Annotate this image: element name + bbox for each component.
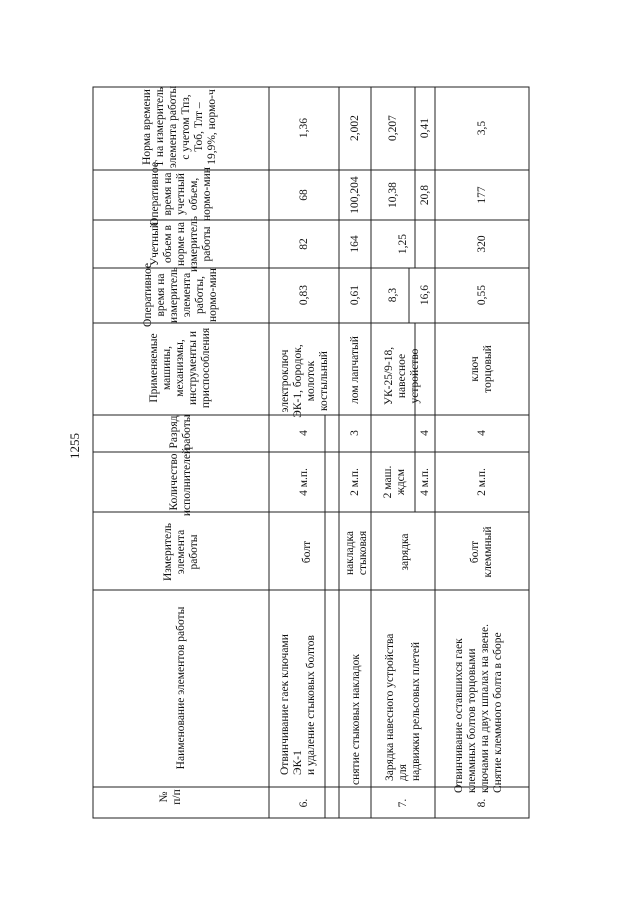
row-8-workers: 2 м.п. (475, 468, 488, 496)
row-7-norm-b: 0,41 (418, 117, 431, 139)
row-7-op-volume-a: 10,38 (386, 182, 399, 208)
row-6-machines-a: электроключ ЭК-1, бородок, молоток костыльный (279, 344, 330, 418)
row-7-machines: УК-25/9-18, навесное устройство (382, 346, 421, 406)
row-8-op-time: 0,55 (475, 284, 488, 306)
row-8-num: 8. (475, 798, 488, 808)
row-7-op-time-a: 8,3 (386, 287, 399, 303)
row-6-meter-b: накладка стыковая (344, 530, 369, 576)
row-6-name-b: снятие стыковых накладок (349, 654, 362, 785)
row-6-op-volume-a: 68 (297, 189, 310, 201)
row-7-grade-a (383, 421, 403, 445)
row-6-op-time-b: 0,61 (348, 284, 361, 306)
header-meter: Измеритель элемента работы (161, 522, 200, 582)
row-6-machines-b: лом лапчатый (348, 336, 361, 404)
row-6-op-volume-b: 100,204 (348, 176, 361, 214)
header-num: № п/п (158, 789, 183, 805)
row-6-norm-a: 1,36 (297, 117, 310, 139)
header-workers: Количество исполнителей (168, 447, 193, 517)
row-6-workers-a: 4 м.п. (297, 468, 310, 496)
header-grade: Разряд работы (168, 414, 193, 450)
row-7-op-time-b: 16,6 (418, 284, 431, 306)
row-7-op-volume-b: 20,8 (418, 184, 431, 206)
row-7-volume: 1,25 (396, 233, 409, 255)
header-op-volume: Оперативное время на учетный объем, нормо-мин (148, 162, 213, 226)
header-op-time: Оперативное время на измеритель элемента работы, нормо-мин (142, 263, 219, 327)
row-6-name-a: Отвинчивание гаек ключами ЭК-1 и удаление стыковых болтов (278, 634, 317, 775)
row-6-num: 6. (297, 798, 310, 808)
row-8-name: Отвинчивание оставшихся гаек клеммных болтов торцовыми ключами на двух шпалах на звене. Снятие клеммного болта в сборе (453, 623, 504, 793)
header-name: Наименование элементов работы (174, 606, 187, 770)
row-7-meter: зарядка (398, 533, 411, 571)
row-6-grade-b: 3 (348, 430, 361, 436)
row-8-norm: 3,5 (475, 120, 488, 136)
row-6-volume-b: 164 (348, 235, 361, 253)
row-8-machines: ключ торцовый (469, 345, 494, 393)
row-6-workers-b: 2 м.п. (348, 468, 361, 496)
row-6-meter-a: болт (300, 540, 313, 564)
row-6-norm-b: 2,002 (348, 115, 361, 141)
page-number: 1255 (67, 433, 82, 459)
row-6-volume-a: 82 (297, 238, 310, 250)
header-volume: Учетный объем в норме на измеритель работы (148, 216, 213, 272)
row-8-grade: 4 (475, 430, 488, 436)
row-7-grade-b: 4 (418, 430, 431, 436)
row-6-grade-a: 4 (297, 430, 310, 436)
row-8-op-volume: 177 (475, 186, 488, 204)
row-7-norm-a: 0,207 (386, 115, 399, 141)
row-6-op-time-a: 0,83 (297, 284, 310, 306)
header-machines: Применяемые машины, механизмы, инструменты и приспособления (147, 327, 212, 409)
row-7-name: Зарядка навесного устройства для надвижки рельсовых плетей (383, 633, 422, 781)
row-7-workers-b: 4 м.п. (418, 468, 431, 496)
row-7-num: 7. (396, 798, 409, 808)
row-8-meter: болт клеммный (469, 526, 494, 578)
row-7-workers-a: 2 маш. ждсм (382, 465, 407, 499)
header-norm: Норма времени Т на измеритель элемента работы с учетом Тпз, Тоб, Тлт – 19,9%, нормо-ч (141, 85, 218, 169)
row-8-volume: 320 (475, 235, 488, 253)
